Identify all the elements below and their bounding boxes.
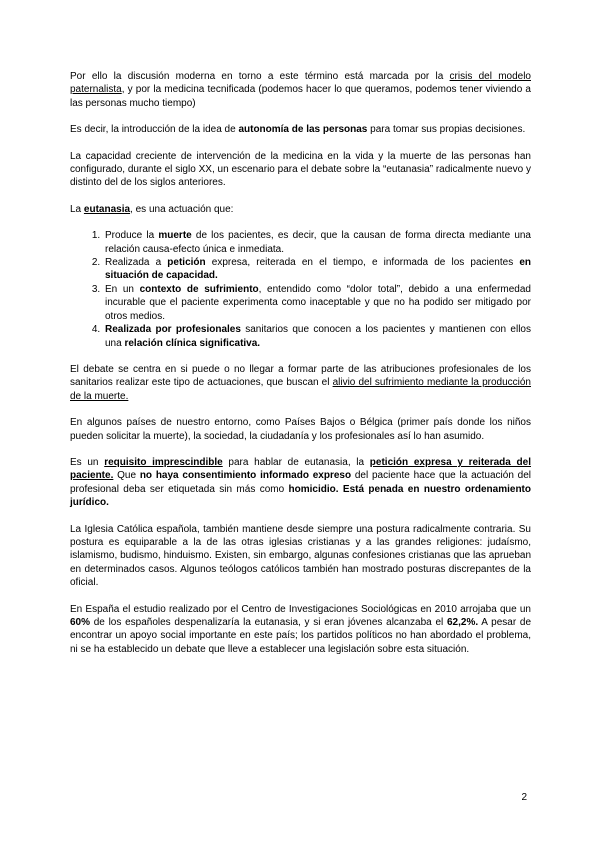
paragraph-catholic-church xyxy=(70,523,531,590)
text-run: , y por la medicina tecnificada (podemos hacer lo que queramos, podemos tener viviendo a las personas mucho tiempo) xyxy=(70,84,531,109)
text-run: El debate se centra en si puede o no llegar a formar parte de las atribuciones profesionales de los sanitarios realizar este tipo de actuaciones, que buscan el xyxy=(70,363,531,389)
text-run: En España el estudio realizado por el Centro de Investigaciones Sociológicas en 2010 arrojaba que un xyxy=(70,603,531,615)
page-number: 2 xyxy=(521,791,527,803)
text-run: sanitarios que conocen a los pacientes y mantienen con ellos una xyxy=(105,324,531,349)
text-run: La Iglesia Católica española, también mantiene desde siempre una postura radicalmente contraria. Su postura es equiparable a la de las otras iglesias cristianas y a las grandes religiones: judaísmo, islamismo, budismo, hinduismo. Existen, sin embargo, algunas confesiones cristianas que las aprueban en determinados casos. Algunos teólogos católicos también han mostrado posturas discrepantes de la oficial. xyxy=(70,523,531,589)
euthanasia-criteria-list xyxy=(70,229,531,350)
text-run: Que xyxy=(113,470,140,482)
text-run: requisito imprescindible xyxy=(104,456,223,468)
text-run: petición xyxy=(167,257,206,269)
paragraph-other-countries xyxy=(70,416,531,443)
text-run: Es decir, la introducción de la idea de xyxy=(70,124,239,136)
text-run: expresa, reiterada en el tiempo, e informada de los pacientes xyxy=(205,257,520,269)
text-run: Es un xyxy=(70,456,105,468)
text-run: eutanasia xyxy=(83,203,131,215)
text-run: La xyxy=(70,203,84,215)
text-run: En un xyxy=(105,283,140,295)
text-run: Realizada por profesionales xyxy=(105,324,241,336)
paragraph-medicine-20th-century xyxy=(70,150,531,190)
list-item-3 xyxy=(103,283,531,323)
text-run: para tomar sus propias decisiones. xyxy=(367,124,526,136)
text-run: no haya consentimiento informado expreso xyxy=(139,470,352,482)
text-run: muerte xyxy=(158,230,192,242)
text-run: crisis del modelo paternalista xyxy=(70,71,531,96)
text-run: La capacidad creciente de intervención de la medicina en la vida y la muerte de las personas han configurado, durante el siglo XX, un escenario para el debate sobre la “eutanasia” radicalmente nuevo y distinto del de los siglos anteriores. xyxy=(70,150,531,189)
text-run: 60% xyxy=(70,617,91,628)
text-run: autonomía de las personas xyxy=(238,124,368,136)
text-run: En algunos países de nuestro entorno, como Países Bajos o Bélgica (primer país donde los niños pueden solicitar la muerte), la sociedad, la ciudadanía y los profesionales así lo han asumido. xyxy=(70,417,531,442)
text-run: petición expresa y reiterada del paciente. xyxy=(70,456,531,482)
text-run: Está penada en nuestro ordenamiento jurídico. xyxy=(70,483,531,509)
paragraph-paternalism-crisis xyxy=(70,70,531,110)
text-run: 62,2%. xyxy=(446,617,479,628)
list-item-4 xyxy=(103,323,531,350)
text-run: para hablar de eutanasia, la xyxy=(222,456,370,468)
text-run: homicidio. xyxy=(288,483,339,495)
text-run: A pesar de encontrar un apoyo social importante en este país; los partidos políticos no han abordado el problema, ni se ha establecido un debate que lleve a establecer una legislación sobre esta situación. xyxy=(70,617,531,655)
text-run: relación clínica significativa. xyxy=(124,337,261,349)
list-item-2 xyxy=(103,256,531,283)
text-run: Por ello la discusión moderna en torno a este término está marcada por la xyxy=(70,71,450,82)
paragraph-autonomy xyxy=(70,123,531,136)
paragraph-debate xyxy=(70,363,531,403)
text-run: Realizada a xyxy=(105,257,168,269)
paragraph-requirement xyxy=(70,456,531,510)
paragraph-euthanasia-definition xyxy=(70,203,531,216)
text-run: de los pacientes, es decir, que la causan de forma directa mediante una relación causa-efecto única e inmediata. xyxy=(105,230,531,255)
paragraph-spain-survey xyxy=(70,603,531,657)
list-item-1 xyxy=(103,229,531,256)
text-run: , entendido como “dolor total”, debido a una enfermedad incurable que el paciente experimenta como inaceptable y que no ha podido ser mitigado por otros medios. xyxy=(105,283,531,322)
text-run: del paciente hace que la actuación del profesional deba ser etiquetada sin más como xyxy=(70,470,531,495)
text-run: de los españoles despenalizaría la eutanasia, y si eran jóvenes alcanzaba el xyxy=(90,617,447,628)
text-run: alivio del sufrimiento mediante la producción de la muerte. xyxy=(70,377,531,402)
text-run: Produce la xyxy=(105,230,159,242)
text-run: , es una actuación que: xyxy=(130,203,234,215)
text-run: contexto de sufrimiento xyxy=(139,283,259,295)
text-run: en situación de capacidad. xyxy=(105,257,531,282)
